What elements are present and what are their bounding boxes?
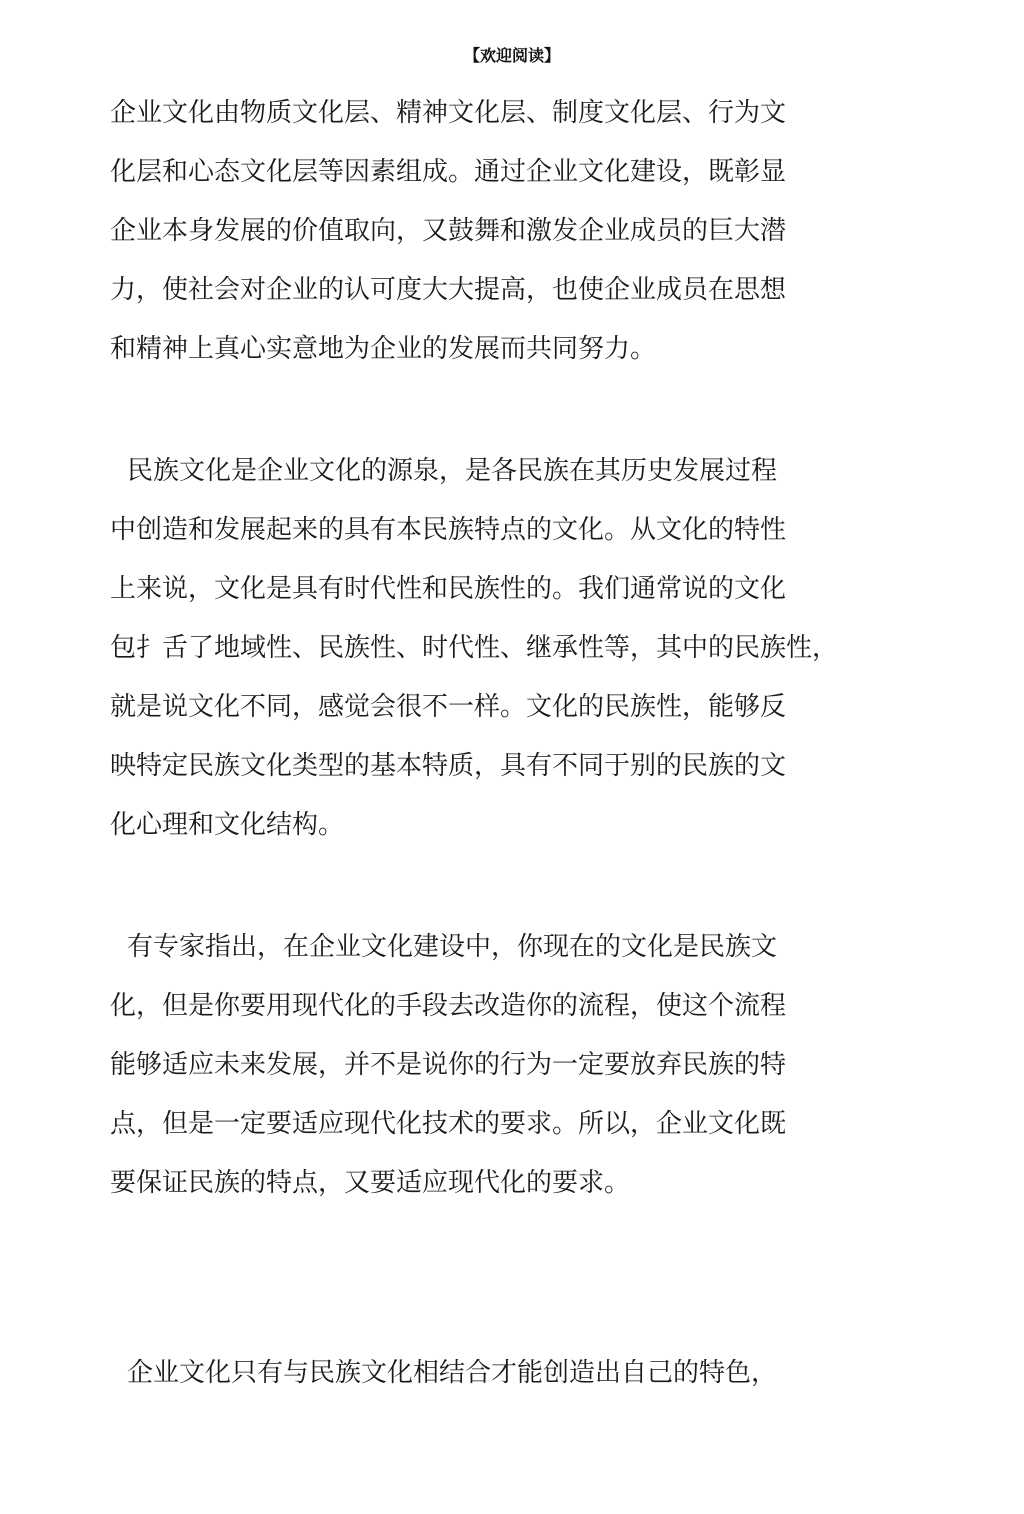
text-line: 化层和心态文化层等因素组成。通过企业文化建设，既彰显 — [110, 157, 787, 187]
paragraph-4 — [110, 1344, 890, 1403]
text-line: 和精神上真心实意地为企业的发展而共同努力。 — [110, 334, 657, 364]
text-line: 映特定民族文化类型的基本特质，具有不同于别的民族的文 — [110, 751, 787, 781]
text-line: 中创造和发展起来的具有本民族特点的文化。从文化的特性 — [110, 515, 787, 545]
text-line: 包扌舌了地域性、民族性、时代性、继承性等，其中的民族性， — [110, 633, 839, 663]
text-line: 有专家指出，在企业文化建设中，你现在的文化是民族文 — [127, 932, 778, 962]
text-line: 就是说文化不同，感觉会很不一样。文化的民族性，能够反 — [110, 692, 787, 722]
text-line: 企业文化由物质文化层、精神文化层、制度文化层、行为文 — [110, 98, 787, 128]
text-line: 企业本身发展的价值取向，又鼓舞和激发企业成员的巨大潜 — [110, 216, 787, 246]
text-line: 要保证民族的特点，又要适应现代化的要求。 — [110, 1168, 631, 1198]
text-line: 能够适应未来发展，并不是说你的行为一定要放弃民族的特 — [110, 1050, 787, 1080]
text-line: 点，但是一定要适应现代化技术的要求。所以，企业文化既 — [110, 1109, 787, 1139]
text-line: 化心理和文化结构。 — [110, 810, 345, 840]
text-line: 化，但是你要用现代化的手段去改造你的流程，使这个流程 — [110, 991, 787, 1021]
text-line: 上来说，文化是具有时代性和民族性的。我们通常说的文化 — [110, 574, 787, 604]
text-line: 民族文化是企业文化的源泉，是各民族在其历史发展过程 — [127, 456, 778, 486]
paragraph-1 — [110, 84, 890, 379]
text-line: 企业文化只有与民族文化相结合才能创造出自己的特色， — [127, 1358, 778, 1388]
paragraph-3 — [110, 918, 890, 1213]
paragraph-2 — [110, 442, 890, 855]
text-line: 力，使社会对企业的认可度大大提高，也使企业成员在思想 — [110, 275, 787, 305]
page-header: 【欢迎阅读】 — [463, 46, 560, 65]
